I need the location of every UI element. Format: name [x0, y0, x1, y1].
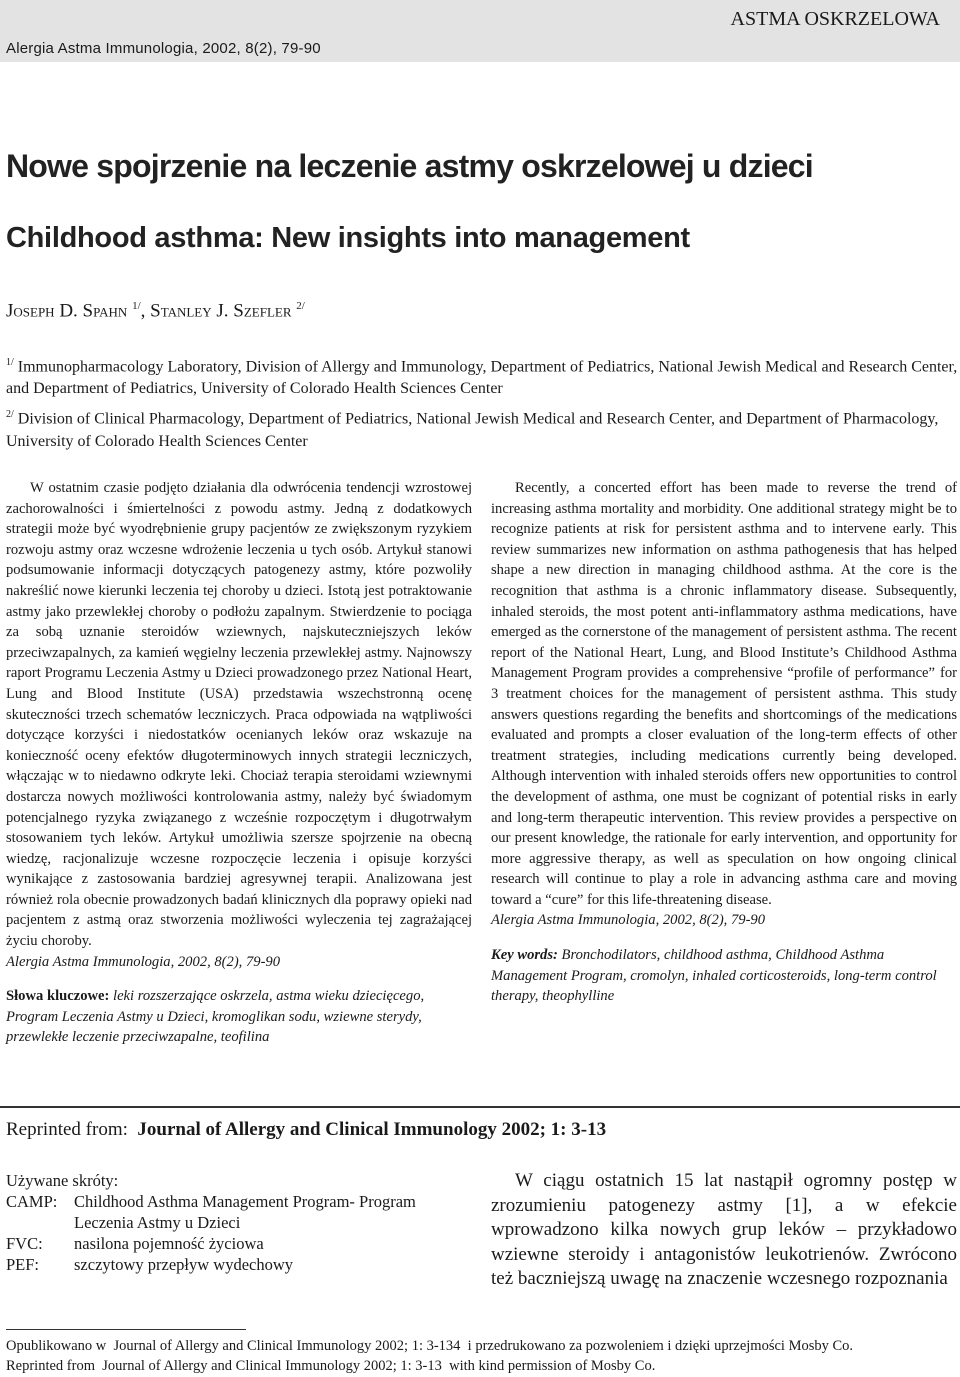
abstract-polish-body: W ostatnim czasie podjęto działania dla odwrócenia tendencji wzrostowej zachorowalności i śmiertelności z powodu astmy. Jedną z dodatkowych strategii może być wyodrębnienie grupy pacjentów ze zwiększonym ryzykiem rozwoju astmy oraz wczesne wdrożenie leczenia u tych osób. Artykuł stanowi podsumowanie informacji dotyczących patogenezy astmy, które pozwoliły nakreślić nowe kierunki leczenia tej choroby u dzieci. Istotą jest potraktowanie astmy jako przewlekłej choroby o podłożu zapalnym. Stwierdzenie to pociąga za sobą uznanie steroidów wziewnych, najskuteczniejszych leków przeciwzapalnych, za kamień węgielny leczenia przewlekłej astmy. Najnowszy raport Programu Leczenia Astmy u Dzieci prowadzonego przez National Heart, Lung and Blood Institute (USA) przedstawia wszechstronną ocenę skuteczności trzech schematów leczniczych. Praca odpowiada na wątpliwości dotyczące korzyści i niedostatków ocenianych leków oraz wskazuje na konieczność oceny efektów długoterminowych innych strategii leczniczych, włączając w to niedawno odkryte leki. Chociaż terapia steroidami wziewnymi dostarcza nowych możliwości kontrolowania astmy, należy być świadomym potencjalnego ryzyka związanego z wcześnie rozpoczętym i długotrwałym stosowaniem tych leków. Artykuł umożliwia szersze spojrzenie na obecną wiedzę, racjonalizuje wczesne rozpoczęcie leczenia i opisuje korzyści wynikające z zastosowania bardziej agresywnej terapii. Analizowana jest również rola obecnie prowadzonych badań klinicznych dla poprawy opieki nad pacjentem z astmą oraz stworzenia możliwości wyleczenia tej zagrażającej życiu choroby. — [6, 480, 472, 950]
keywords-polish — [6, 986, 472, 1048]
keywords-english-text: Bronchodilators, childhood asthma, Childhood Asthma Management Program, cromolyn, inhaled corticosteroids, long-term control therapy, theophylline — [491, 947, 937, 1005]
abbreviations-title: Używane skróty: — [6, 1171, 119, 1190]
reprint-label: Reprinted from: — [6, 1119, 138, 1140]
author-1: Joseph D. Spahn — [6, 300, 128, 322]
footnote-2: Reprinted from Journal of Allergy and Clinical Immunology 2002; 1: 3-13 with kind permission of Mosby Co. — [6, 1358, 656, 1374]
authors — [6, 300, 305, 322]
reprint-notice — [6, 1119, 606, 1141]
abbreviation-value: szczytowy przepływ wydechowy — [74, 1255, 294, 1274]
affiliation-1-text: Immunopharmacology Laboratory, Division of Allergy and Immunology, Department of Pediatrics, National Jewish Medical and Research Center, and Department of Pediatrics, University of Colorado Health Sciences Center — [6, 358, 958, 398]
journal-reference: Alergia Astma Immunologia, 2002, 8(2), 79-90 — [6, 40, 321, 57]
affiliations — [6, 352, 958, 457]
footnotes — [6, 1336, 853, 1376]
abbreviation-item — [6, 1233, 474, 1254]
abstract-polish — [6, 478, 472, 1048]
introduction — [491, 1169, 957, 1292]
abstract-english-body: Recently, a concerted effort has been made to reverse the trend of increasing asthma mortality and morbidity. One additional strategy might be to recognize patients at risk for persistent asthma and to intervene early. This review summarizes new information on asthma pathogenesis that has helped shape a new direction in managing childhood asthma. At the core is the recognition that asthma is a chronic inflammatory disease. Subsequently, inhaled steroids, the most potent anti-inflammatory asthma medications, have emerged as the cornerstone of the management of persistent asthma. The recent report of the National Heart, Lung, and Blood Institute’s Childhood Asthma Management Program provides a comprehensive “profile of performance” for 3 treatment choices for the management of persistent asthma. This study answers questions regarding the benefits and shortcomings of the medications evaluated and prompts a closer evaluation of the long-term effects of other treatment strategies, including medications currently being developed. Although intervention with inhaled steroids offers new opportunities to control the development of asthma, one must be cognizant of potential risks in early and long-term therapeutic intervention. This review provides a perspective on our present knowledge, the rationale for early intervention, and opportunity for more aggressive therapy, as well as speculation on how ongoing clinical research will continue to play a role in advancing asthma care and moving toward a “cure” for this life-threatening disease. — [491, 480, 957, 908]
author-2-affiliation: 2/ — [296, 300, 305, 312]
author-2: Stanley J. Szefler — [150, 300, 292, 322]
footnote-1: Opublikowano w Journal of Allergy and Clinical Immunology 2002; 1: 3-134 i przedrukowano za pozwoleniem i dzięki uprzejmości Mosby Co. — [6, 1338, 854, 1354]
abbreviation-item — [6, 1191, 474, 1212]
affiliation-2-text: Division of Clinical Pharmacology, Department of Pediatrics, National Jewish Medical and Research Center, and Department of Pharmacology, University of Colorado Health Sciences Center — [6, 410, 939, 450]
abbreviation-value: nasilona pojemność życiowa — [74, 1234, 264, 1253]
affiliation-2-marker: 2/ — [6, 409, 14, 421]
abbreviation-key: CAMP: — [6, 1192, 58, 1211]
affiliation-1-marker: 1/ — [6, 357, 14, 368]
abbreviations — [6, 1170, 474, 1275]
footnote-divider — [6, 1329, 246, 1330]
title-english: Childhood asthma: New insights into management — [6, 222, 690, 254]
affiliation-2 — [6, 404, 958, 452]
title-polish: Nowe spojrzenie na leczenie astmy oskrzelowej u dzieci — [6, 148, 813, 184]
abbreviation-value: Childhood Asthma Management Program- Program — [74, 1192, 416, 1211]
affiliation-1 — [6, 352, 958, 400]
keywords-polish-label: Słowa kluczowe: — [6, 988, 110, 1005]
keywords-polish-text: leki rozszerzające oskrzela, astma wieku dziecięcego, Program Leczenia Astmy u Dzieci, kromoglikan sodu, wziewne sterydy, przewlekłe leczenie przeciwzapalne, teofilina — [6, 988, 425, 1046]
abstract-english-citation: Alergia Astma Immunologia, 2002, 8(2), 79-90 — [491, 912, 766, 929]
abbreviation-key: FVC: — [6, 1234, 43, 1253]
author-1-affiliation: 1/ — [132, 300, 141, 312]
abbreviation-item — [6, 1254, 474, 1275]
abstract-polish-citation: Alergia Astma Immunologia, 2002, 8(2), 79-90 — [6, 953, 281, 970]
introduction-text: W ciągu ostatnich 15 lat nastąpił ogromny postęp w zrozumieniu patogenezy astmy [1], a w efekcie wprowadzono kilka nowych grup leków – przykładowo wziewne steroidy i antagonistów leukotrienów. Zwrócono też baczniejszą uwagę na znaczenie wczesnego rozpoznania — [491, 1170, 957, 1289]
divider — [0, 1106, 960, 1108]
abbreviation-continuation: Leczenia Astmy u Dzieci — [74, 1213, 241, 1232]
section-label: ASTMA OSKRZELOWA — [730, 8, 940, 30]
author-separator: , — [140, 300, 151, 322]
keywords-english-label: Key words: — [491, 947, 558, 964]
reprint-source: Journal of Allergy and Clinical Immunology 2002; 1: 3-13 — [137, 1119, 607, 1140]
abstract-english — [491, 478, 957, 1007]
keywords-english — [491, 945, 957, 1007]
abbreviation-key: PEF: — [6, 1255, 40, 1274]
